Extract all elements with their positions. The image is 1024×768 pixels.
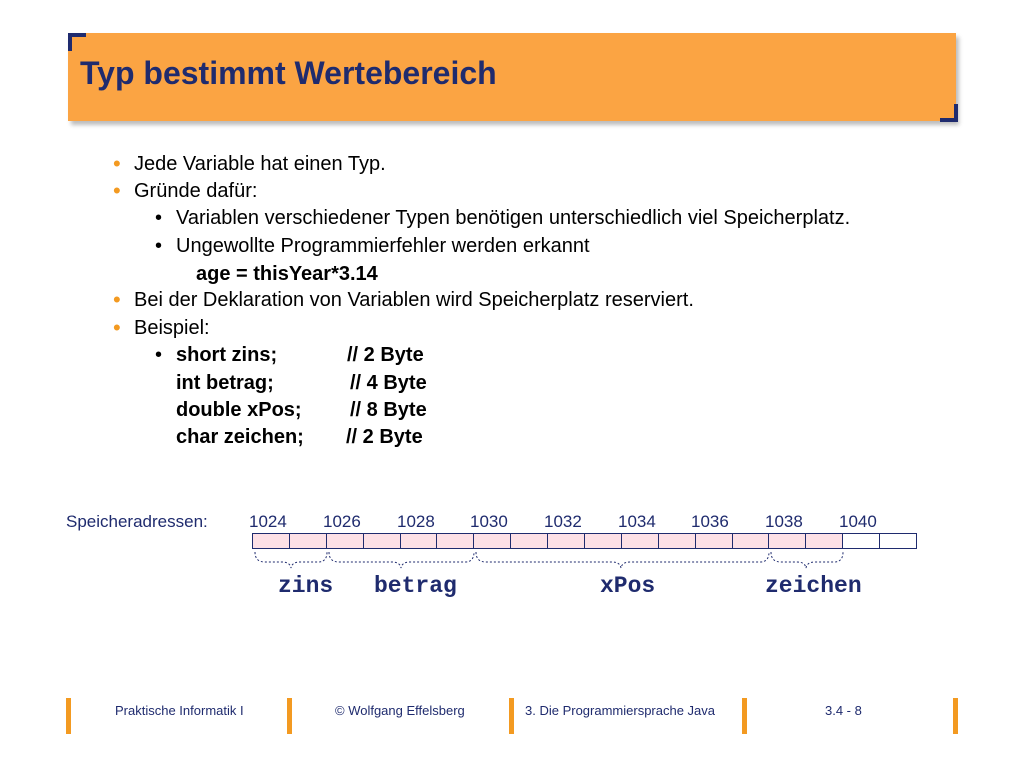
address-label: 1024 xyxy=(249,512,287,531)
address-label: 1038 xyxy=(765,512,803,531)
address-label: 1028 xyxy=(397,512,435,531)
comment-xpos: // 8 Byte xyxy=(350,399,427,421)
footer-separator xyxy=(66,698,71,734)
bullet-dot: • xyxy=(113,287,121,312)
var-label-zeichen: zeichen xyxy=(765,573,862,599)
comment-zeichen: // 2 Byte xyxy=(346,426,423,448)
brace-zins xyxy=(255,552,327,568)
sub-bullet-dot: • xyxy=(155,207,163,229)
address-label: 1032 xyxy=(544,512,582,531)
address-label: 1034 xyxy=(618,512,656,531)
address-label: 1036 xyxy=(691,512,729,531)
slide-title: Typ bestimmt Wertebereich xyxy=(80,55,497,91)
bullet-dot: • xyxy=(113,151,121,176)
bullet-2-1: Variablen verschiedener Typen benötigen unterschiedlich viel Speicherplatz. xyxy=(176,207,851,229)
bullet-2-2: Ungewollte Programmierfehler werden erkannt xyxy=(176,235,590,257)
var-label-betrag: betrag xyxy=(374,573,457,599)
decl-betrag: int betrag; xyxy=(176,372,274,394)
footer-separator xyxy=(953,698,958,734)
footer-chapter: 3. Die Programmiersprache Java xyxy=(525,703,716,718)
var-label-zins: zins xyxy=(278,573,334,599)
footer-separator xyxy=(287,698,292,734)
bullet-dot: • xyxy=(113,315,121,340)
address-label: 1030 xyxy=(470,512,508,531)
decl-xpos: double xPos; xyxy=(176,399,302,421)
brace-xpos xyxy=(476,552,769,568)
footer-author: © Wolfgang Effelsberg xyxy=(335,703,465,718)
comment-betrag: // 4 Byte xyxy=(350,372,427,394)
decl-zins: short zins; xyxy=(176,344,278,366)
address-label: 1040 xyxy=(839,512,877,531)
sub-bullet-dot: • xyxy=(155,344,163,366)
code-example-age: age = thisYear*3.14 xyxy=(196,263,378,285)
footer-separator xyxy=(509,698,514,734)
var-label-xpos: xPos xyxy=(600,573,656,599)
comment-zins: // 2 Byte xyxy=(347,344,424,366)
bullet-dot: • xyxy=(113,178,121,203)
footer-course: Praktische Informatik I xyxy=(115,703,244,718)
decl-zeichen: char zeichen; xyxy=(176,426,304,448)
bullet-3: Bei der Deklaration von Variablen wird Speicherplatz reserviert. xyxy=(134,289,694,311)
footer-page: 3.4 - 8 xyxy=(825,703,862,718)
footer-separator xyxy=(742,698,747,734)
brace-betrag xyxy=(329,552,474,568)
bullet-1: Jede Variable hat einen Typ. xyxy=(134,153,386,175)
memory-addresses-label: Speicheradressen: xyxy=(66,512,208,531)
sub-bullet-dot: • xyxy=(155,235,163,257)
bullet-2: Gründe dafür: xyxy=(134,180,258,202)
bullet-4: Beispiel: xyxy=(134,317,210,339)
brace-zeichen xyxy=(771,552,843,568)
address-label: 1026 xyxy=(323,512,361,531)
